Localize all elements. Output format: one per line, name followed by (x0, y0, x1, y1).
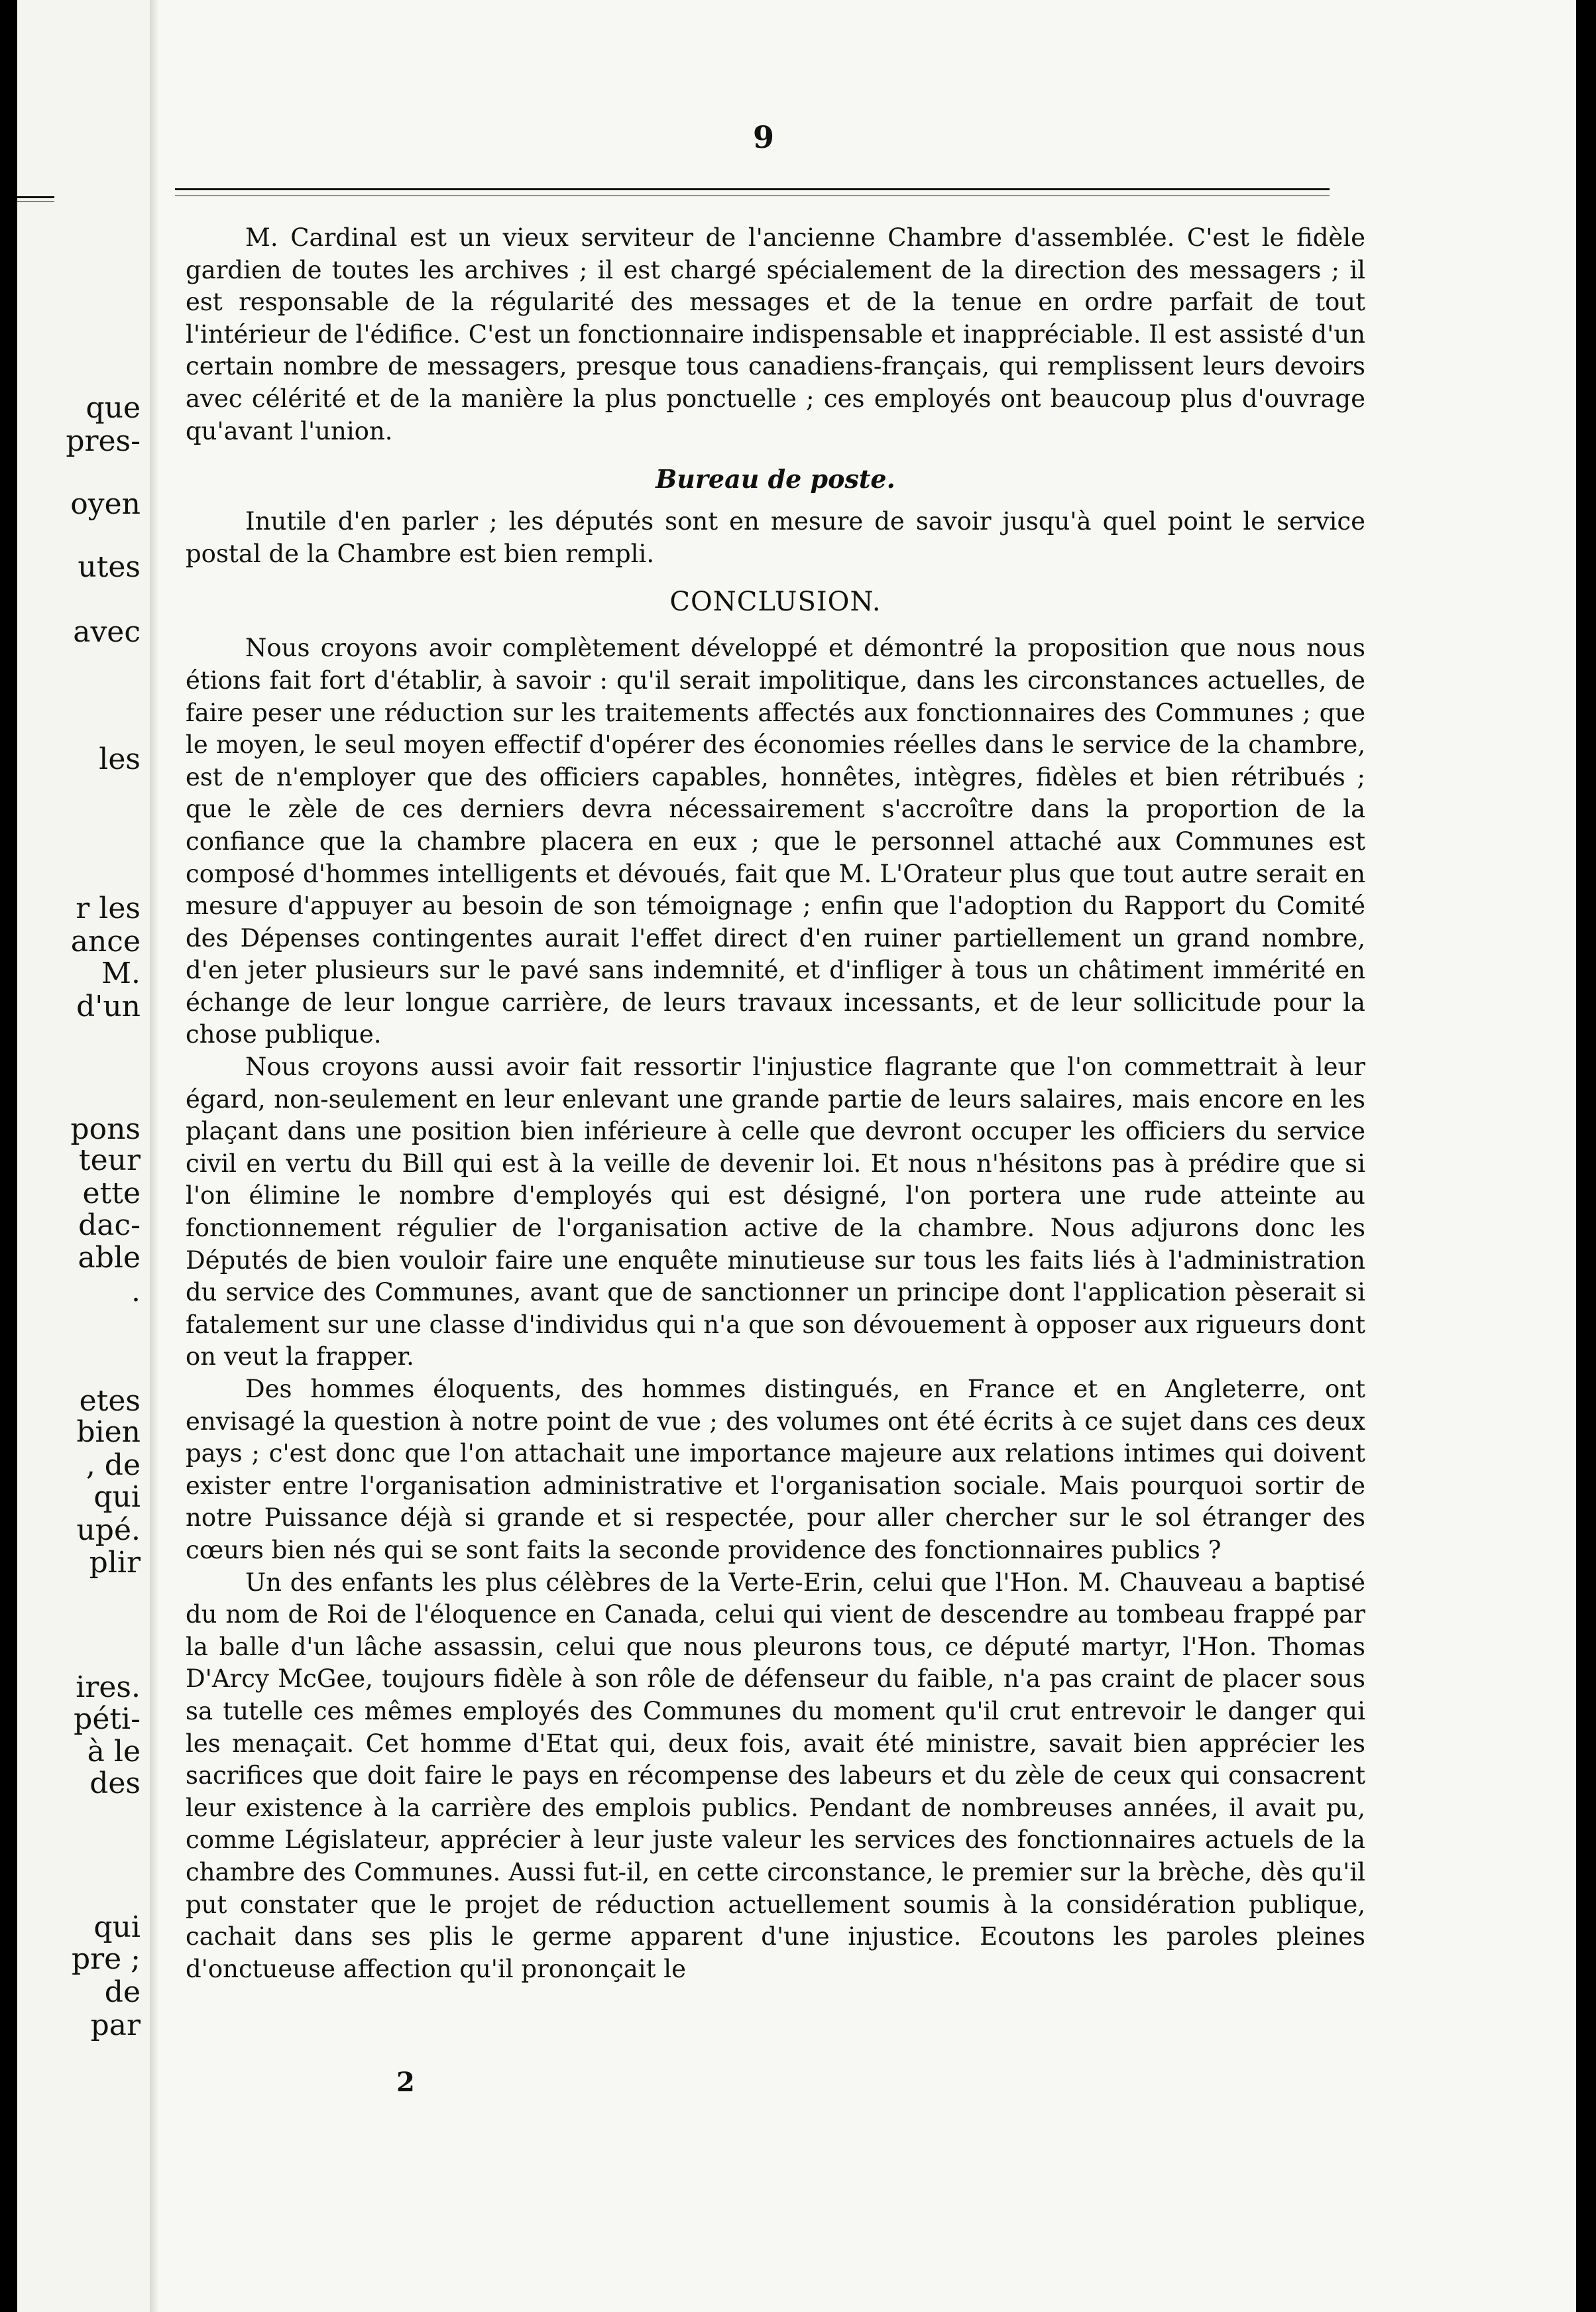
conclusion-paragraph-2: Nous croyons aussi avoir fait ressortir l'injustice flagrante que l'on commettrait à leur égard, non-seulement en leur enlevant une grande partie de leurs salaires, mais encore en les plaçant dans une position bien inférieure à celle que devront occuper les officiers du service civil en vertu du Bill qui est à la veille de devenir loi. Et nous n'hésitons pas à prédire que si l'on élimine le nombre d'employés qui est désigné, l'on portera une rude atteinte au fonctionnement régulier de l'organisation active de la chambre. Nous adjurons donc les Députés de bien vouloir faire une enquête minutieuse sur tous les faits liés à l'administration du service des Communes, avant que de sanctionner un principe dont l'application pèserait si fatalement sur une classe d'individus qui n'a que son dévouement à opposer aux rigueurs dont on veut la frapper. (186, 1053, 1365, 1371)
scan-border-left (0, 0, 17, 2312)
page-number: 9 (752, 119, 774, 155)
bureau-de-poste-paragraph: Inutile d'en parler ; les députés sont en mesure de savoir jusqu'à quel point le service postal de la Chambre est bien rempli. (186, 507, 1365, 568)
conclusion-paragraph-3: Des hommes éloquents, des hommes distingués, en France et en Angleterre, ont envisagé la question à notre point de vue ; des volumes ont été écrits à ce sujet dans ces deux pays ; c'est donc que l'on attachait une importance majeure aux relations intimes qui doivent exister entre l'organisation administrative et l'organisation sociale. Mais pourquoi sortir de notre Puissance déjà si grande et si respectée, pour aller chercher sur le sol étranger des cœurs bien nés qui se sont faits la seconde providence des fonctionnaires publics ? (186, 1375, 1365, 1564)
previous-page-fragment: qui (93, 1910, 141, 1944)
previous-page-fragment: pre ; (71, 1942, 141, 1976)
conclusion-paragraph-4: Un des enfants les plus célèbres de la Verte-Erin, celui que l'Hon. M. Chauveau a baptisé du nom de Roi de l'éloquence en Canada, celui qui vient de descendre au tombeau frappé par la balle d'un lâche assassin, celui que nous pleurons tous, ce député martyr, l'Hon. Thomas D'Arcy McGee, toujours fidèle à son rôle de défenseur du faible, n'a pas craint de placer sous sa tutelle ces mêmes employés des Communes du moment qu'il crut entrevoir le danger qui les menaçait. Cet homme d'Etat qui, deux fois, avait été ministre, savait bien apprécier les sacrifices que doit faire le pays en récompense des labeurs et du zèle de ceux qui consacrent leur existence à la carrière des emplois publics. Pendant de nombreuses années, il avait pu, comme Législateur, apprécier à leur juste valeur les services des fonctionnaires actuels de la chambre des Communes. Aussi fut-il, en cette circonstance, le premier sur la brèche, dès qu'il put constater que le projet de réduction actuellement soumis à la considération publique, cachait dans ses plis le germe apparent d'une injustice. Ecoutons les paroles pleines d'onctueuse affection qu'il prononçait le (186, 1568, 1365, 1983)
previous-page-fragment: plir (89, 1546, 141, 1580)
previous-page-fragment: , de (86, 1448, 141, 1482)
previous-page-fragment: r les (76, 892, 141, 925)
previous-page-fragment: par (90, 2008, 141, 2042)
page-body (186, 222, 1365, 1985)
previous-page-fragment: à le (87, 1735, 141, 1768)
previous-page-fragment: oyen (70, 487, 141, 521)
previous-page-fragment: M. (101, 956, 141, 990)
intro-paragraph: M. Cardinal est un vieux serviteur de l'ancienne Chambre d'assemblée. C'est le fidèle gardien de toutes les archives ; il est chargé spécialement de la direction des messagers ; il est responsable de la régularité des messages et de la tenue en ordre parfait de tout l'intérieur de l'édifice. C'est un fonctionnaire indispensable et inappréciable. Il est assisté d'un certain nombre de messagers, presque tous canadiens-français, qui remplissent leurs devoirs avec célérité et de la manière la plus ponctuelle ; ces employés ont beaucoup plus d'ouvrage qu'avant l'union. (186, 223, 1365, 445)
previous-page-fragment: bien (76, 1415, 141, 1449)
document-page (159, 0, 1576, 2312)
conclusion-paragraph-1: Nous croyons avoir complètement développé et démontré la proposition que nous nous étions fait fort d'établir, à savoir : qu'il serait impolitique, dans les circonstances actuelles, de faire peser une réduction sur les traitements affectés aux fonctionnaires des Communes ; que le moyen, le seul moyen effectif d'opérer des économies réelles dans le service de la chambre, est de n'employer que des officiers capables, honnêtes, intègres, fidèles et bien rétribués ; que le zèle de ces derniers devra nécessairement s'accroître dans la proportion de la confiance que la chambre placera en eux ; que le personnel attaché aux Communes est composé d'hommes intelligents et dévoués, fait que M. L'Orateur plus que tout autre serait en mesure d'appuyer au besoin de son témoignage ; enfin que l'adoption du Rapport du Comité des Dépenses contingentes aurait l'effet direct d'en ruiner partiellement un grand nombre, d'en jeter plusieurs sur le pavé sans indemnité, et d'infliger à tous un châtiment immérité en échange de leur longue carrière, de leurs travaux incessants, et de leur sollicitude pour la chose publique. (186, 634, 1365, 1049)
bureau-de-poste-heading: Bureau de poste. (656, 464, 895, 494)
previous-page-fragment: etes (79, 1384, 141, 1418)
previous-page-fragment: d'un (76, 990, 141, 1023)
book-gutter (150, 0, 159, 2312)
scan-border-right (1576, 0, 1596, 2312)
previous-page-fragment: ette (82, 1177, 141, 1210)
previous-page-fragment: able (78, 1241, 141, 1275)
header-rule (175, 188, 1330, 196)
previous-page-fragment: upé. (76, 1513, 141, 1547)
previous-page-edge (17, 0, 150, 2312)
previous-page-fragment: utes (78, 550, 141, 584)
previous-page-fragment: . (131, 1275, 141, 1308)
previous-page-fragment: qui (93, 1480, 141, 1514)
previous-page-fragment: les (99, 742, 141, 776)
previous-page-fragment: pons (70, 1112, 141, 1146)
signature-mark: 2 (396, 2067, 415, 2098)
previous-page-fragment: pres- (66, 424, 141, 458)
previous-page-fragment: ires. (76, 1670, 141, 1704)
previous-page-fragment: des (89, 1766, 141, 1800)
previous-page-fragment: avec (73, 615, 141, 649)
previous-page-fragment: de (104, 1975, 141, 2009)
previous-page-fragment: dac- (78, 1208, 141, 1242)
previous-page-fragment: que (86, 391, 141, 425)
previous-page-fragment: ance (70, 925, 141, 958)
previous-page-rule (17, 196, 54, 202)
previous-page-fragment: teur (78, 1143, 141, 1177)
previous-page-fragment: péti- (74, 1702, 141, 1736)
conclusion-heading: CONCLUSION. (669, 587, 882, 618)
